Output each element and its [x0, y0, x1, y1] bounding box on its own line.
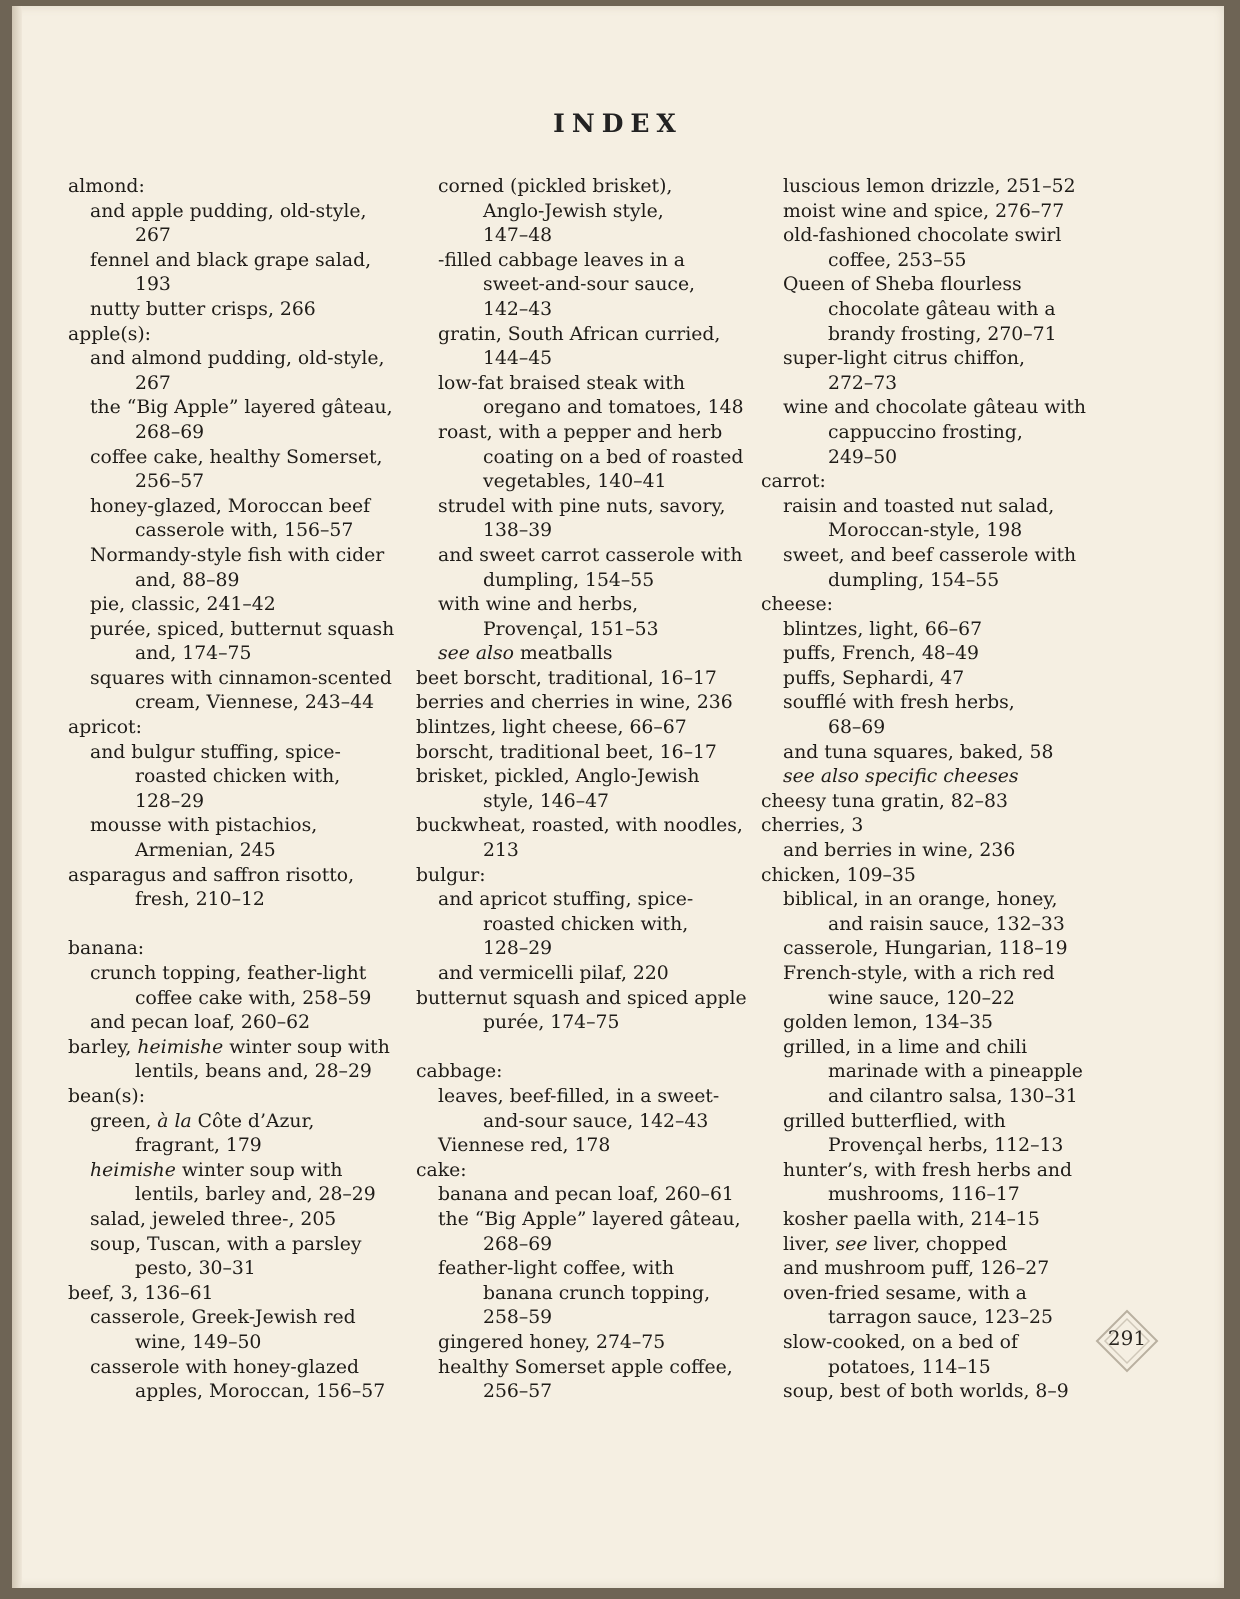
index-entry: 258–59 [483, 1307, 553, 1329]
index-entry-text: winter soup with [223, 1036, 390, 1058]
index-entry: gingered honey, 274–75 [438, 1331, 666, 1353]
index-entry: puffs, French, 48–49 [783, 643, 980, 665]
index-entry: beet borscht, traditional, 16–17 [416, 667, 717, 689]
index-entry: pesto, 30–31 [135, 1258, 256, 1280]
index-entry-text: winter soup with [175, 1159, 343, 1181]
index-entry: Provençal, 151–53 [483, 618, 659, 640]
index-entry: Queen of Sheba flourless [783, 274, 1022, 296]
index-entry: 138–39 [483, 520, 553, 542]
index-entry: fragrant, 179 [135, 1135, 262, 1157]
index-entry: lentils, beans and, 28–29 [135, 1061, 372, 1083]
index-entry: purée, 174–75 [483, 1012, 620, 1034]
index-entry [68, 1110, 398, 1135]
index-entry: strudel with pine nuts, savory, [438, 495, 726, 517]
index-entry: 128–29 [483, 938, 553, 960]
index-entry: and bulgur stuffing, spice- [90, 741, 341, 763]
index-entry-text: liver, chopped [867, 1233, 1008, 1255]
index-entry: carrot: [761, 471, 826, 493]
index-entry: puffs, Sephardi, 47 [783, 667, 965, 689]
index-entry: vegetables, 140–41 [483, 471, 667, 493]
index-entry: healthy Somerset apple coffee, [438, 1356, 733, 1378]
index-entry: the “Big Apple” layered gâteau, [438, 1208, 741, 1230]
index-entry: coffee cake with, 258–59 [135, 987, 372, 1009]
index-entry: lentils, barley and, 28–29 [135, 1184, 376, 1206]
index-entry: luscious lemon drizzle, 251–52 [783, 176, 1076, 197]
index-entry: 268–69 [483, 1233, 553, 1255]
index-entry: asparagus and saffron risotto, [68, 864, 355, 886]
index-entry: 144–45 [483, 348, 553, 370]
index-entry: cream, Viennese, 243–44 [135, 692, 375, 714]
index-entry: wine and chocolate gâteau with [783, 397, 1087, 419]
index-entry: and almond pudding, old-style, [90, 348, 385, 370]
index-entry: mushrooms, 116–17 [828, 1184, 1020, 1206]
index-entry: 213 [483, 840, 519, 862]
index-entry: and apple pudding, old-style, [90, 200, 367, 222]
index-entry: apples, Moroccan, 156–57 [135, 1381, 386, 1403]
index-entry: cabbage: [416, 1061, 503, 1083]
index-entry: 249–50 [828, 446, 898, 468]
index-entry: 256–57 [135, 471, 205, 493]
index-entry: banana: [68, 938, 145, 960]
index-entry: and berries in wine, 236 [783, 840, 1016, 862]
index-entry-italic: see also [438, 643, 514, 665]
index-entry: buckwheat, roasted, with noodles, [416, 815, 743, 837]
index-entry-text: barley, [68, 1036, 138, 1058]
index-entry-italic: heimishe [90, 1159, 176, 1181]
index-entry-text: green, [90, 1110, 158, 1132]
index-entry-italic: heimishe [137, 1036, 224, 1058]
index-entry: coffee, 253–55 [828, 249, 967, 271]
index-entry: banana and pecan loaf, 260–61 [438, 1184, 734, 1206]
page-number: 291 [1107, 1326, 1147, 1350]
index-entry: blintzes, light, 66–67 [783, 618, 983, 640]
index-entry: -filled cabbage leaves in a [438, 249, 685, 271]
index-entry [416, 642, 752, 667]
index-entry: cheese: [761, 594, 833, 616]
index-entry [68, 1036, 398, 1061]
index-entry: apple(s): [68, 323, 151, 345]
index-entry: borscht, traditional beet, 16–17 [416, 741, 717, 763]
index-entry: 193 [135, 274, 171, 296]
page-spine-shadow [12, 6, 22, 1588]
index-entry-text: Côte d’Azur, [191, 1110, 315, 1132]
index-entry: and cilantro salsa, 130–31 [828, 1085, 1078, 1107]
index-entry: squares with cinnamon-scented [90, 667, 392, 689]
index-entry: hunter’s, with fresh herbs and [783, 1159, 1073, 1181]
index-entry: super-light citrus chiffon, [783, 348, 1025, 370]
index-entry: coffee cake, healthy Somerset, [90, 446, 383, 468]
index-entry: pie, classic, 241–42 [90, 594, 276, 616]
index-entry: blintzes, light cheese, 66–67 [416, 717, 687, 739]
index-column-2 [416, 175, 752, 1405]
index-entry: oregano and tomatoes, 148 [483, 397, 744, 419]
index-entry: Viennese red, 178 [438, 1135, 611, 1157]
index-entry: golden lemon, 134–35 [783, 1012, 993, 1034]
index-entry: and raisin sauce, 132–33 [828, 913, 1065, 935]
index-entry: casserole with, 156–57 [135, 520, 354, 542]
index-entry-text: meatballs [514, 643, 613, 665]
index-entry: French-style, with a rich red [783, 963, 1055, 984]
index-entry: slow-cooked, on a bed of [783, 1331, 1018, 1353]
index-entry: dumpling, 154–55 [483, 569, 655, 591]
index-entry: 267 [135, 372, 171, 394]
index-entry: and, 88–89 [135, 569, 240, 591]
index-entry: wine, 149–50 [135, 1331, 262, 1353]
index-entry: cheesy tuna gratin, 82–83 [761, 790, 1008, 812]
index-entry: bulgur: [416, 864, 486, 886]
index-entry: roast, with a pepper and herb [438, 421, 723, 443]
index-entry: coating on a bed of roasted [483, 446, 744, 468]
index-entry: with wine and herbs, [438, 594, 639, 616]
index-column-3 [761, 175, 1101, 1405]
index-entry: 128–29 [135, 790, 205, 812]
index-entry: and pecan loaf, 260–62 [90, 1012, 311, 1034]
index-entry: Armenian, 245 [135, 840, 276, 862]
index-entry: bean(s): [68, 1085, 146, 1107]
index-entry: dumpling, 154–55 [828, 569, 1000, 591]
index-entry: Anglo-Jewish style, [483, 200, 664, 222]
index-entry-italic: see [835, 1233, 868, 1255]
index-entry: crunch topping, feather-light [90, 963, 367, 984]
index-entry: apricot: [68, 717, 142, 739]
index-entry: banana crunch topping, [483, 1282, 711, 1304]
index-entry: low-fat braised steak with [438, 372, 685, 394]
index-entry [761, 765, 1101, 790]
index-entry: cake: [416, 1159, 467, 1181]
index-entry: potatoes, 114–15 [828, 1356, 991, 1378]
index-entry-italic: à la [157, 1110, 192, 1132]
index-entry: and, 174–75 [135, 643, 252, 665]
index-entry: 272–73 [828, 372, 898, 394]
index-entry: almond: [68, 176, 145, 197]
index-entry: sweet-and-sour sauce, [483, 274, 696, 296]
index-entry: salad, jeweled three-, 205 [90, 1208, 337, 1230]
index-entry: corned (pickled brisket), [438, 176, 673, 197]
index-entry: 68–69 [828, 717, 886, 739]
index-entry: cherries, 3 [761, 815, 864, 837]
index-entry-text: liver, [783, 1233, 836, 1255]
index-entry: and tuna squares, baked, 58 [783, 741, 1054, 763]
index-entry: oven-fried sesame, with a [783, 1282, 1027, 1304]
index-entry: 147–48 [483, 225, 553, 247]
index-entry: soufflé with fresh herbs, [783, 692, 1015, 714]
index-entry [761, 1233, 1101, 1258]
index-entry [68, 1159, 398, 1184]
index-entry: brisket, pickled, Anglo-Jewish [416, 766, 700, 788]
index-entry: roasted chicken with, [483, 913, 689, 935]
index-entry: Moroccan-style, 198 [828, 520, 1023, 542]
index-entry: casserole, Hungarian, 118–19 [783, 938, 1068, 960]
index-entry: and mushroom puff, 126–27 [783, 1258, 1050, 1280]
index-entry: Normandy-style fish with cider [90, 544, 385, 566]
index-entry: wine sauce, 120–22 [828, 987, 1015, 1009]
index-entry [68, 913, 398, 938]
index-entry: chicken, 109–35 [761, 864, 916, 886]
index-entry: sweet, and beef casserole with [783, 544, 1077, 566]
index-entry: 142–43 [483, 298, 553, 320]
index-entry: and apricot stuffing, spice- [438, 889, 694, 911]
index-column-1 [68, 175, 398, 1405]
index-entry: chocolate gâteau with a [828, 298, 1056, 320]
index-entry: cappuccino frosting, [828, 421, 1023, 443]
index-entry: mousse with pistachios, [90, 815, 318, 837]
index-entry: marinade with a pineapple [828, 1061, 1083, 1083]
index-entry: fennel and black grape salad, [90, 249, 372, 271]
index-entry: honey-glazed, Moroccan beef [90, 495, 371, 517]
index-entry: grilled butterflied, with [783, 1110, 1006, 1132]
index-entry: style, 146–47 [483, 790, 609, 812]
index-entry: purée, spiced, butternut squash [90, 618, 395, 640]
index-entry: 267 [135, 225, 171, 247]
index-entry: casserole with honey-glazed [90, 1356, 360, 1378]
index-entry: roasted chicken with, [135, 766, 341, 788]
index-entry: and sweet carrot casserole with [438, 544, 743, 566]
index-entry: brandy frosting, 270–71 [828, 323, 1057, 345]
index-entry: old-fashioned chocolate swirl [783, 225, 1062, 247]
index-entry: and-sour sauce, 142–43 [483, 1110, 709, 1132]
index-entry: raisin and toasted nut salad, [783, 495, 1055, 517]
index-entry: grilled, in a lime and chili [783, 1036, 1028, 1058]
index-entry: moist wine and spice, 276–77 [783, 200, 1065, 222]
index-entry: leaves, beef-filled, in a sweet- [438, 1085, 720, 1107]
index-entry: soup, Tuscan, with a parsley [90, 1233, 362, 1255]
index-entry: biblical, in an orange, honey, [783, 889, 1058, 911]
index-entry: and vermicelli pilaf, 220 [438, 963, 669, 984]
page-title: INDEX [553, 109, 683, 138]
index-entry: 268–69 [135, 421, 205, 443]
index-entry: the “Big Apple” layered gâteau, [90, 397, 393, 419]
index-entry: tarragon sauce, 123–25 [828, 1307, 1053, 1329]
index-entry: nutty butter crisps, 266 [90, 298, 316, 320]
index-entry: kosher paella with, 214–15 [783, 1208, 1040, 1230]
index-entry: Provençal herbs, 112–13 [828, 1135, 1064, 1157]
index-entry: soup, best of both worlds, 8–9 [783, 1381, 1069, 1403]
index-entry: casserole, Greek-Jewish red [90, 1307, 356, 1329]
index-entry: beef, 3, 136–61 [68, 1282, 214, 1304]
index-entry: fresh, 210–12 [135, 889, 265, 911]
index-entry: butternut squash and spiced apple [416, 987, 747, 1009]
index-entry-italic: see also specific cheeses [783, 766, 1019, 788]
index-entry: gratin, South African curried, [438, 323, 721, 345]
index-entry: berries and cherries in wine, 236 [416, 692, 733, 714]
index-entry: 256–57 [483, 1381, 553, 1403]
index-page [12, 6, 1224, 1588]
index-entry: feather-light coffee, with [438, 1258, 675, 1280]
index-entry [416, 1036, 752, 1061]
